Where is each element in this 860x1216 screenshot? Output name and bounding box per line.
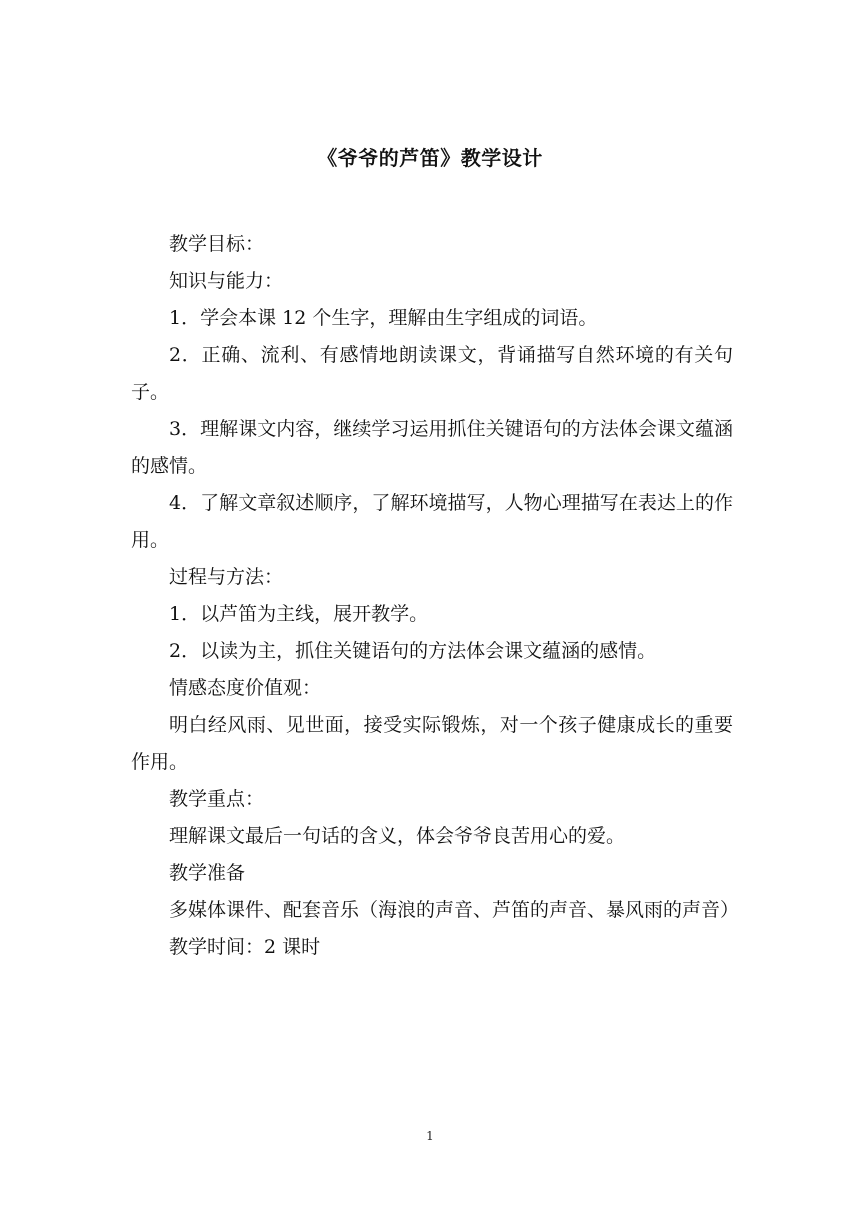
section-heading-preparation: 教学准备 xyxy=(169,862,246,884)
section-heading-key-points: 教学重点： xyxy=(169,788,265,810)
paragraph-key-points: 理解课文最后一句话的含义，体会爷爷良苦用心的爱。 xyxy=(169,825,626,847)
list-item-knowledge-2: 2．正确、流利、有感情地朗读课文，背诵描写自然环境的有关句子。 xyxy=(131,344,733,403)
list-item-process-1: 1．以芦笛为主线，展开教学。 xyxy=(169,603,429,625)
section-heading-teaching-goals: 教学目标： xyxy=(169,233,265,255)
document-title: 《爷爷的芦笛》教学设计 xyxy=(317,146,543,170)
document-body xyxy=(131,226,740,966)
subheading-knowledge-ability: 知识与能力： xyxy=(169,270,284,292)
page-number: 1 xyxy=(426,1129,434,1143)
paragraph-preparation: 多媒体课件、配套音乐（海浪的声音、芦笛的声音、暴风雨的声音） xyxy=(169,899,740,921)
paragraph-emotion-values: 明白经风雨、见世面，接受实际锻炼，对一个孩子健康成长的重要作用。 xyxy=(131,714,733,773)
list-item-knowledge-3: 3．理解课文内容，继续学习运用抓住关键语句的方法体会课文蕴涵的感情。 xyxy=(131,418,733,477)
list-item-process-2: 2．以读为主，抓住关键语句的方法体会课文蕴涵的感情。 xyxy=(169,640,657,662)
list-item-knowledge-4: 4．了解文章叙述顺序，了解环境描写，人物心理描写在表达上的作用。 xyxy=(131,492,733,551)
subheading-process-method: 过程与方法： xyxy=(169,566,284,588)
list-item-knowledge-1: 1．学会本课 12 个生字，理解由生字组成的词语。 xyxy=(169,307,598,329)
subheading-emotion-values: 情感态度价值观： xyxy=(169,677,322,699)
paragraph-teaching-time: 教学时间：2 课时 xyxy=(169,936,321,958)
